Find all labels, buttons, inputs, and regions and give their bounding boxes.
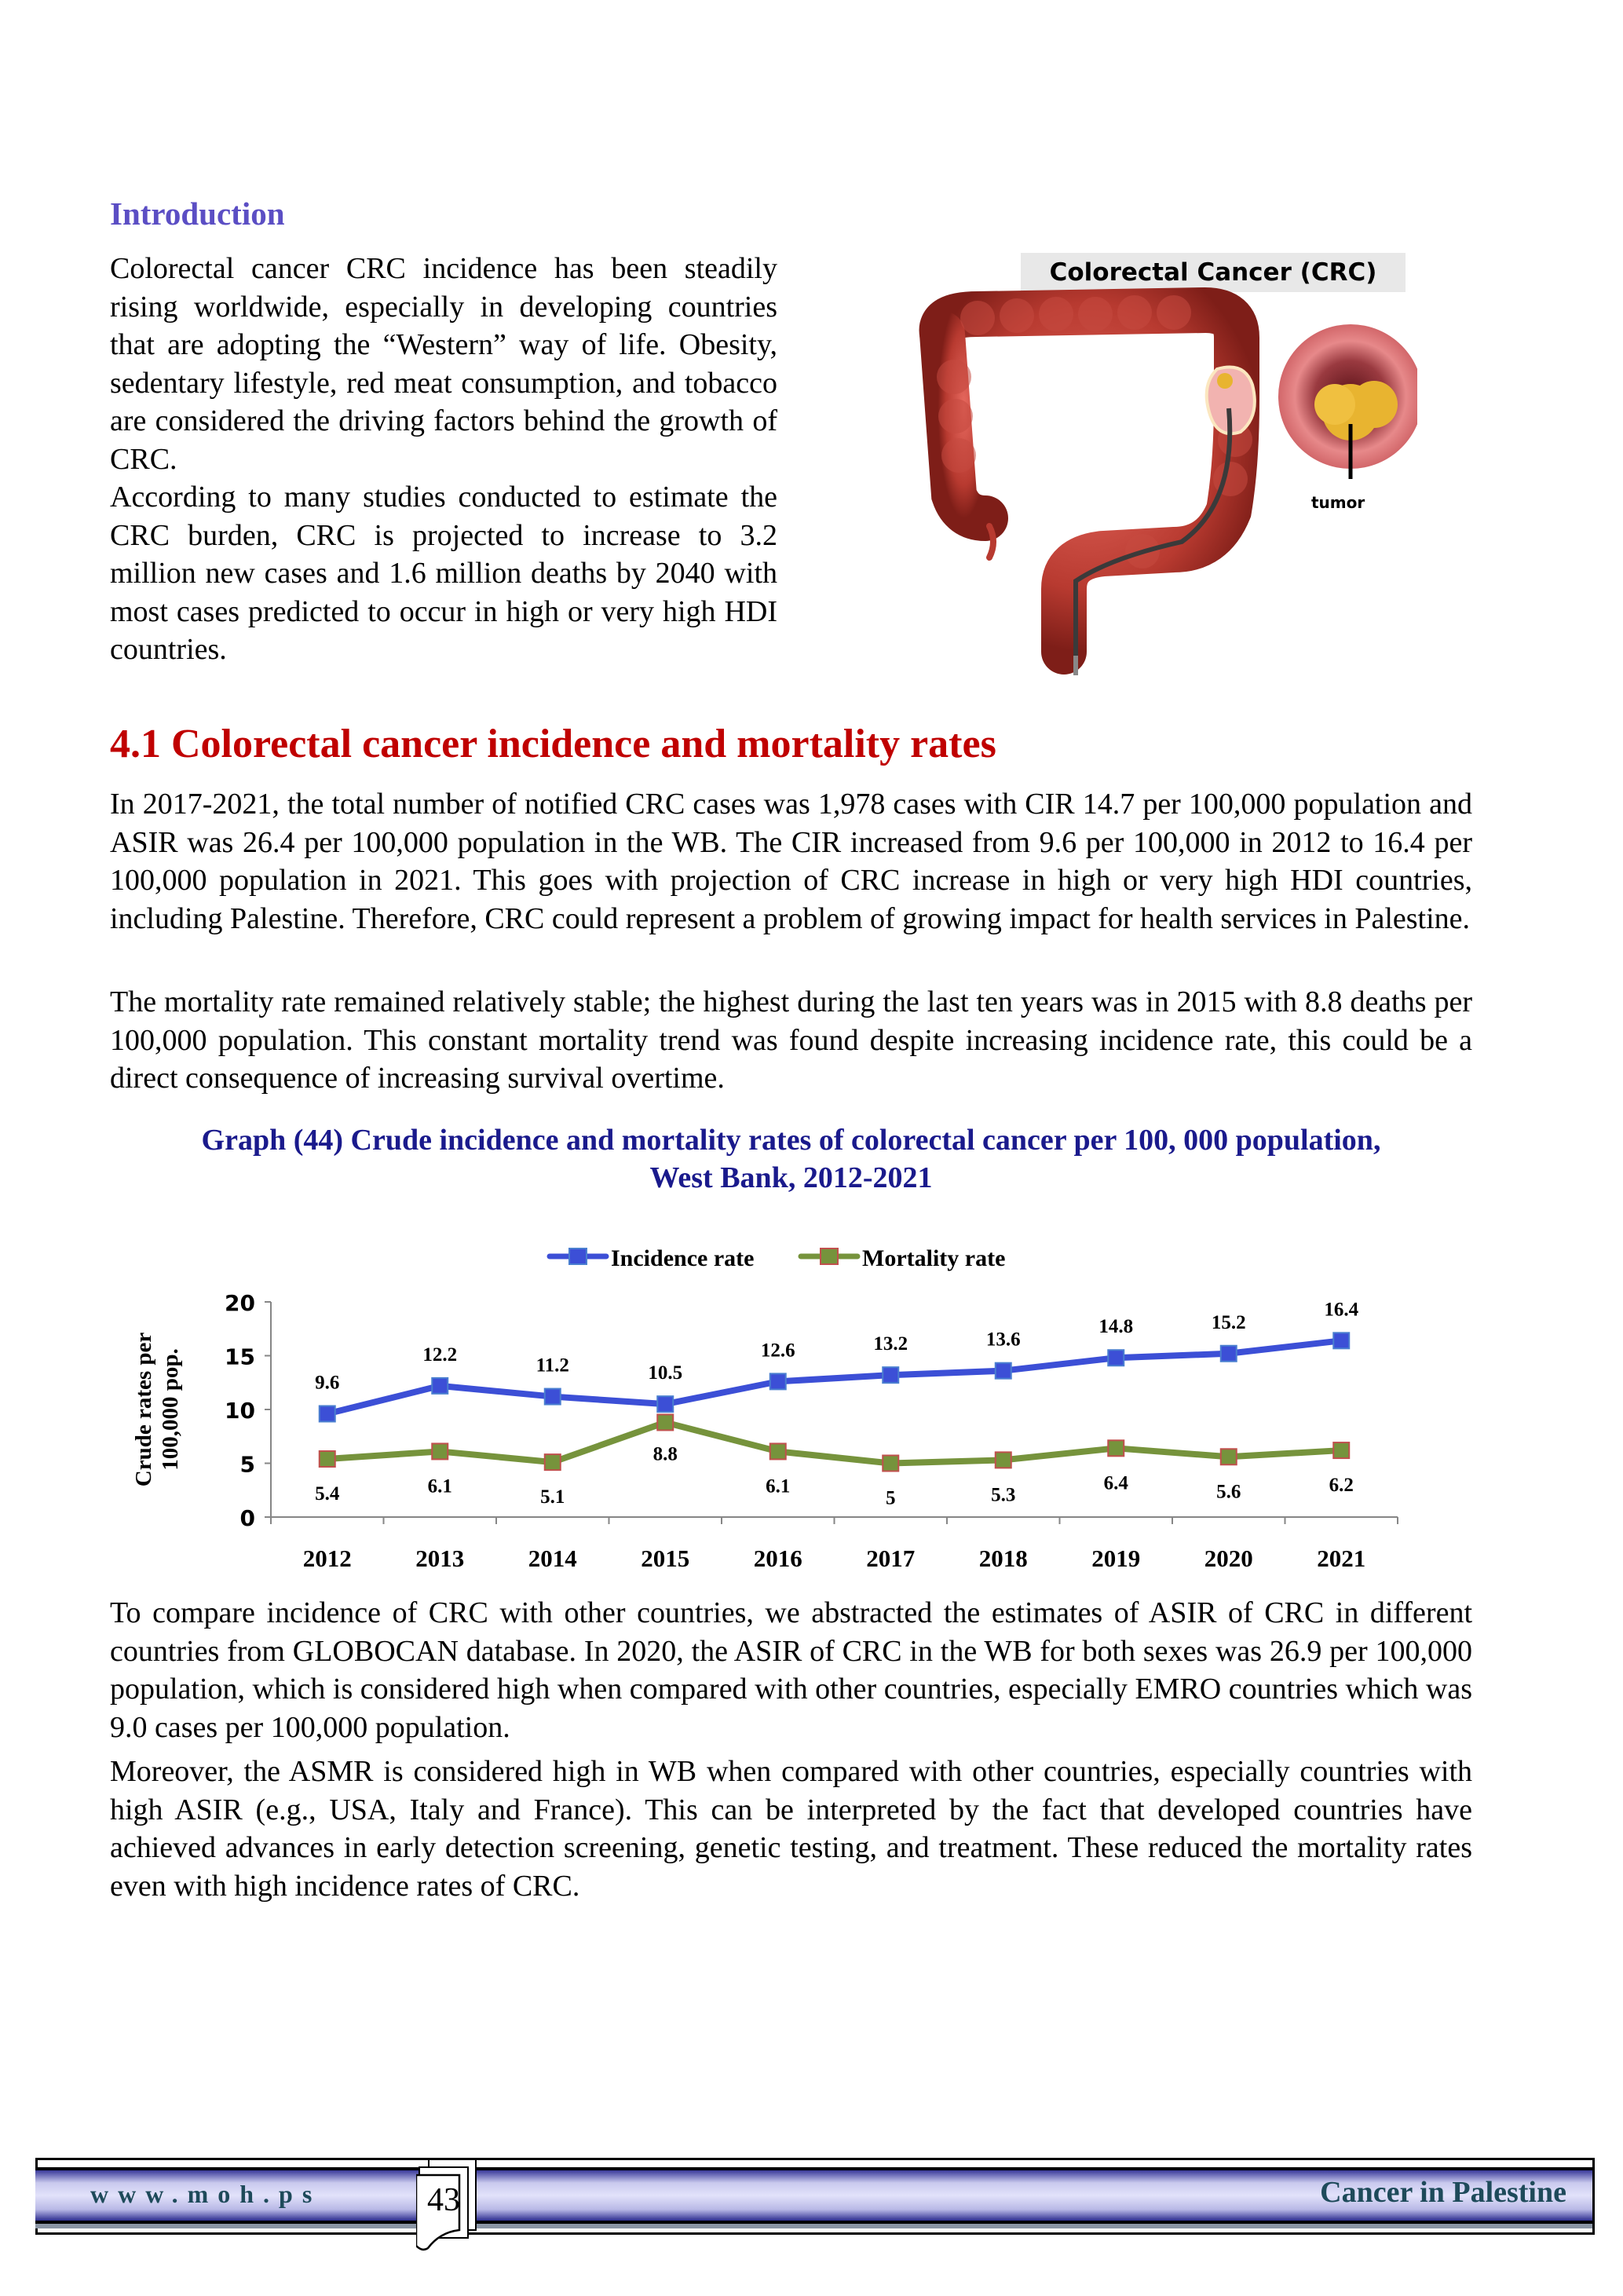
svg-text:5.6: 5.6 <box>1216 1481 1241 1503</box>
graph-title-line-2: West Bank, 2012-2021 <box>649 1161 933 1194</box>
section-paragraph-4: Moreover, the ASMR is considered high in WB when compared with other countries, especially countries with high ASIR (e.g., USA, Italy and France). This can be interpreted by the fact that developed countries have achieved advances in early detection screening, genetic testing, and treatment. These reduced the mortality rates even with high incidence rates of CRC. <box>110 1755 1472 1903</box>
page-number-tab <box>416 2158 510 2268</box>
svg-text:5: 5 <box>886 1487 896 1509</box>
svg-text:2016: 2016 <box>753 1545 802 1572</box>
section-heading: 4.1 Colorectal cancer incidence and mortality rates <box>110 722 996 766</box>
section-paragraph-3: To compare incidence of CRC with other countries, we abstracted the estimates of ASIR of CRC in different countries from GLOBOCAN database. In 2020, the ASIR of CRC in the WB for both sexes was 26.9 per 100,000 population, which is considered high when compared with other countries, especially EMRO countries which was 9.0 cases per 100,000 population. <box>110 1596 1472 1744</box>
svg-text:2017: 2017 <box>866 1545 916 1572</box>
svg-text:0: 0 <box>239 1505 255 1531</box>
intro-heading: Introduction <box>110 196 285 232</box>
svg-text:6.4: 6.4 <box>1103 1472 1128 1494</box>
svg-text:5: 5 <box>239 1451 255 1478</box>
svg-text:5.1: 5.1 <box>540 1486 565 1508</box>
svg-text:13.2: 13.2 <box>873 1333 908 1355</box>
svg-text:2014: 2014 <box>528 1545 577 1572</box>
svg-text:2019: 2019 <box>1091 1545 1141 1572</box>
intro-paragraph-2: According to many studies conducted to estimate the CRC burden, CRC is projected to increase to 3.2 million new cases and 1.6 million deaths by 2040 with most cases predicted to occur in high or very high HDI countries. <box>110 481 777 666</box>
svg-text:11.2: 11.2 <box>536 1355 569 1377</box>
line-chart <box>110 1217 1492 1586</box>
svg-text:2013: 2013 <box>415 1545 465 1572</box>
intro-text <box>110 250 777 669</box>
svg-text:9.6: 9.6 <box>315 1372 340 1394</box>
svg-text:2021: 2021 <box>1317 1545 1366 1572</box>
legend-label: Mortality rate <box>862 1245 1006 1271</box>
footer-title: Cancer in Palestine <box>1320 2176 1566 2209</box>
intro-paragraph-1: Colorectal cancer CRC incidence has been steadily rising worldwide, especially in developing countries that are adopting the “Western” way of life. Obesity, sedentary lifestyle, red meat consumption, and tobacco are considered the driving factors behind the growth of CRC. <box>110 252 777 476</box>
svg-text:2020: 2020 <box>1204 1545 1253 1572</box>
svg-text:12.2: 12.2 <box>422 1344 458 1366</box>
colorectal-illustration <box>907 243 1417 683</box>
svg-text:20: 20 <box>225 1290 255 1316</box>
svg-text:2012: 2012 <box>302 1545 352 1572</box>
svg-text:15: 15 <box>225 1344 255 1370</box>
figure-caption: Colorectal Cancer (CRC) <box>1021 253 1406 292</box>
svg-text:6.1: 6.1 <box>427 1475 452 1497</box>
page-footer <box>35 2158 1598 2236</box>
svg-text:Crude rates per100,000 pop.: Crude rates per100,000 pop. <box>131 1332 183 1487</box>
svg-text:6.1: 6.1 <box>766 1475 791 1497</box>
svg-text:10: 10 <box>225 1398 255 1424</box>
svg-text:6.2: 6.2 <box>1329 1475 1354 1497</box>
svg-text:2018: 2018 <box>978 1545 1028 1572</box>
page-number: 43 <box>427 2182 460 2218</box>
section-paragraph-2: The mortality rate remained relatively stable; the highest during the last ten years was in 2015 with 8.8 deaths per 100,000 population. This constant mortality trend was found despite increasing incidence rate, this could be a direct consequence of increasing survival overtime. <box>110 985 1472 1095</box>
tumor-label: tumor <box>1311 493 1365 512</box>
svg-text:13.6: 13.6 <box>985 1329 1021 1351</box>
svg-text:5.4: 5.4 <box>315 1483 340 1505</box>
svg-text:2015: 2015 <box>641 1545 690 1572</box>
svg-text:14.8: 14.8 <box>1098 1316 1134 1338</box>
footer-url[interactable]: www.moh.ps <box>90 2180 322 2208</box>
svg-text:8.8: 8.8 <box>652 1443 678 1465</box>
legend-label: Incidence rate <box>611 1245 755 1271</box>
svg-text:12.6: 12.6 <box>760 1340 795 1362</box>
section-paragraph-1: In 2017-2021, the total number of notified CRC cases was 1,978 cases with CIR 14.7 per 100,000 population and ASIR was 26.4 per 100,000 population in the WB. The CIR increased from 9.6 per 100,000 in 2012 to 16.4 per 100,000 population in 2021. This goes with projection of CRC increase in high or very high HDI countries, including Palestine. Therefore, CRC could represent a problem of growing impact for health services in Palestine. <box>110 788 1472 935</box>
svg-text:10.5: 10.5 <box>648 1362 683 1384</box>
svg-text:16.4: 16.4 <box>1324 1299 1359 1321</box>
svg-text:15.2: 15.2 <box>1211 1311 1246 1333</box>
chart-canvas <box>110 1217 1492 1586</box>
colon-icon <box>907 243 1417 683</box>
graph-title-line-1: Graph (44) Crude incidence and mortality rates of colorectal cancer per 100, 000 population, <box>201 1124 1381 1157</box>
graph-title <box>110 1121 1472 1197</box>
footer-shadow <box>35 2224 1592 2228</box>
svg-text:5.3: 5.3 <box>991 1484 1016 1506</box>
